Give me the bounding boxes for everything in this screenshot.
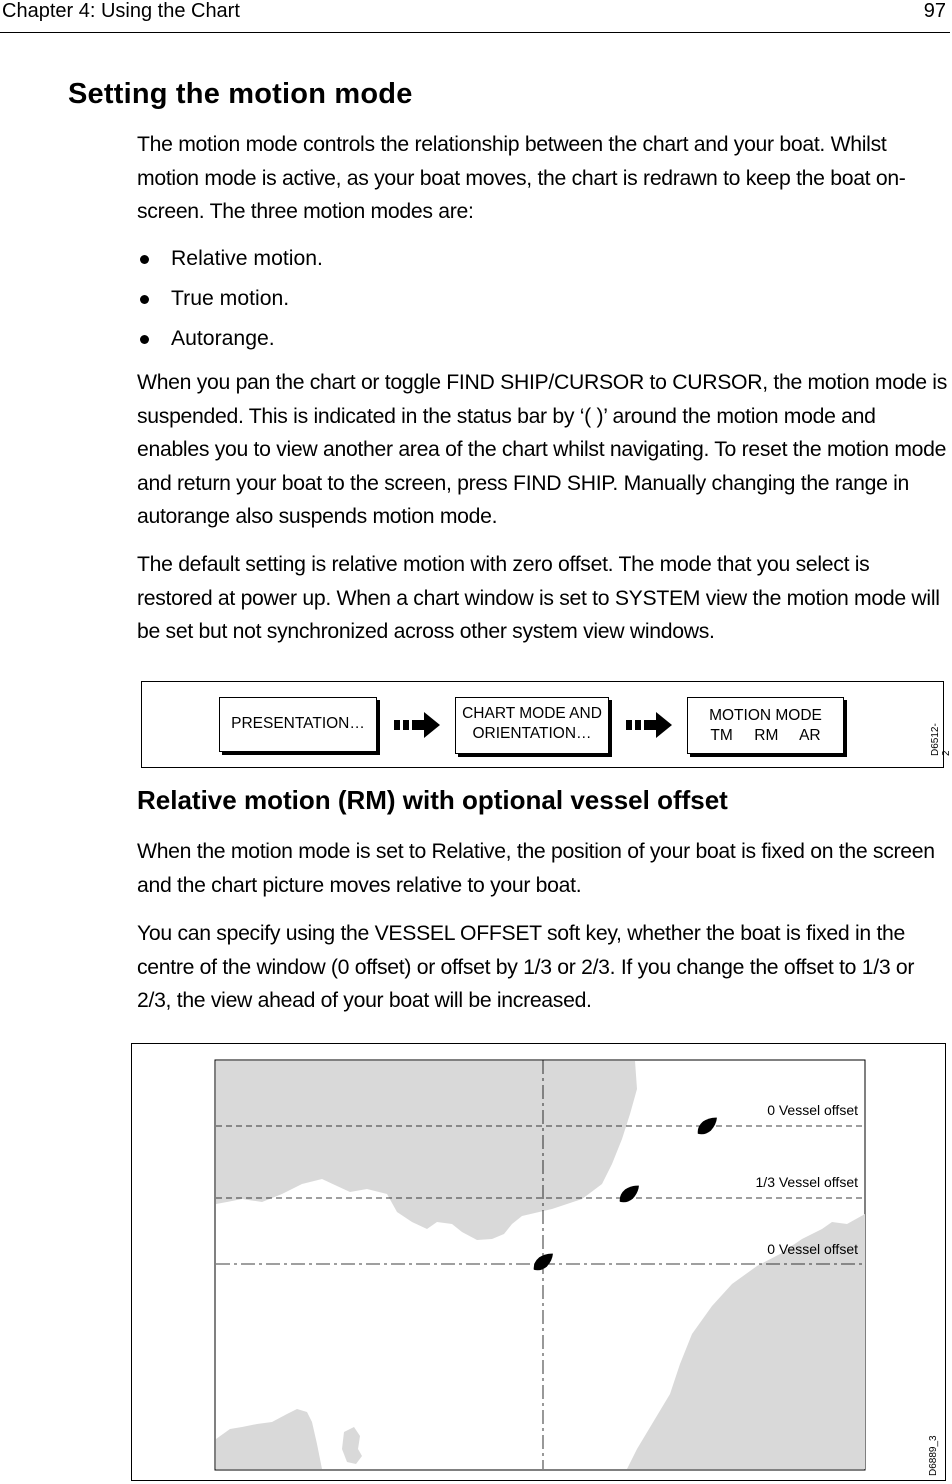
arrow-right-icon [394,710,442,740]
list-item: Autorange. [137,322,323,362]
subsection-title: Relative motion (RM) with optional vessel offset [137,785,728,815]
figure-code: D6512-2 [930,723,952,756]
presentation-softkey[interactable] [219,697,377,752]
softkey-options: TM RM AR [710,727,821,744]
chapter-title: Chapter 4: Using the Chart [2,0,240,22]
offset-paragraph: You can specify using the VESSEL OFFSET soft key, whether the boat is fixed in the centre of the window (0 offset) or offset by 1/3 or 2/3. If you change the offset to 1/3 or 2/3, the view ahead of your boat will be increased. [137,922,915,1012]
suspend-paragraph: When you pan the chart or toggle FIND SHIP/CURSOR to CURSOR, the motion mode is suspended. This is indicated in the status bar by ‘( )’ around the motion mode and enables you to view another area of the chart whilst navigating. To reset the motion mode and return your boat to the screen, press FIND SHIP. Manually changing the range in autorange also suspends motion mode. [137,371,948,528]
offset-label: 0 Vessel offset [767,1241,858,1257]
softkey-label: CHART MODE AND [462,705,602,722]
softkey-label: MOTION MODE [709,707,822,724]
motion-mode-list [137,242,323,362]
arrow-right-icon [626,710,674,740]
list-item: True motion. [137,282,323,322]
offset-label: 0 Vessel offset [767,1102,858,1118]
default-paragraph: The default setting is relative motion with zero offset. The mode that you select is restored at power up. When a chart window is set to SYSTEM view the motion mode will be set but not synchronized across other system view windows. [137,553,940,643]
figure-code: D6889_3 [928,1435,939,1476]
softkey-label: PRESENTATION… [231,715,365,732]
chart-mode-orientation-softkey[interactable] [455,697,609,754]
motion-mode-softkey[interactable] [687,697,844,754]
list-item: Relative motion. [137,242,323,282]
page-number: 97 [923,0,946,22]
relative-paragraph: When the motion mode is set to Relative, the position of your boat is fixed on the screen and the chart picture moves relative to your boat. [137,840,935,897]
offset-label: 1/3 Vessel offset [755,1174,858,1190]
intro-paragraph: The motion mode controls the relationship between the chart and your boat. Whilst motion mode is active, as your boat moves, the chart is redrawn to keep the boat on-screen. The three motion modes are: [137,133,906,223]
softkey-flow-diagram [141,681,952,768]
vessel-offset-figure [131,1043,946,1481]
section-title: Setting the motion mode [68,78,413,110]
softkey-label: ORIENTATION… [472,725,592,742]
page-header [0,0,950,33]
